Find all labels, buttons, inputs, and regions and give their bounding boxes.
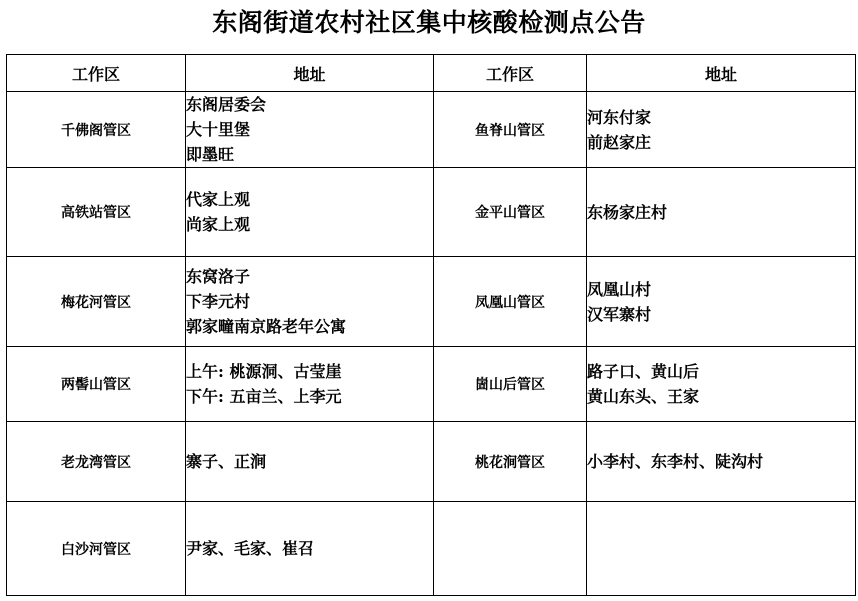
work-area-cell: 鱼脊山管区 xyxy=(434,92,587,168)
testing-site-table xyxy=(6,54,856,596)
work-area-cell: 金平山管区 xyxy=(434,168,587,257)
table-row xyxy=(7,422,856,502)
address-line: 大十里堡 xyxy=(186,120,251,139)
page-title: 东阁街道农村社区集中核酸检测点公告 xyxy=(212,8,646,37)
address-line: 尚家上观 xyxy=(186,215,251,234)
table-row xyxy=(7,257,856,347)
address-line: 路子口、黄山后 xyxy=(587,362,700,381)
address-cell xyxy=(186,168,434,257)
address-cell xyxy=(186,347,434,422)
work-area-cell: 梅花河管区 xyxy=(7,257,186,347)
work-area-cell: 桃花涧管区 xyxy=(434,422,587,502)
work-area-cell: 两髻山管区 xyxy=(7,347,186,422)
header-work-area: 工作区 xyxy=(434,55,587,92)
work-area-cell: 千佛阁管区 xyxy=(7,92,186,168)
table-row xyxy=(7,347,856,422)
address-line: 前赵家庄 xyxy=(587,132,652,152)
address-cell xyxy=(587,168,856,257)
table-row xyxy=(7,168,856,257)
header-address: 地址 xyxy=(186,55,434,92)
address-line: 汉军寨村 xyxy=(587,304,652,324)
address-cell xyxy=(186,502,434,596)
work-area-cell: 老龙湾管区 xyxy=(7,422,186,502)
address-line: 代家上观 xyxy=(186,190,251,209)
address-line: 下午: 五亩兰、上李元 xyxy=(186,387,342,406)
table-header-row xyxy=(7,55,856,92)
work-area-cell: 凤凰山管区 xyxy=(434,257,587,347)
address-line: 郭家疃南京路老年公寓 xyxy=(186,317,347,336)
header-address: 地址 xyxy=(587,55,856,92)
address-cell xyxy=(587,422,856,502)
address-cell xyxy=(186,422,434,502)
address-cell xyxy=(587,92,856,168)
address-line: 河东付家 xyxy=(587,107,652,127)
address-cell xyxy=(587,347,856,422)
address-line: 东杨家庄村 xyxy=(587,202,668,222)
address-line: 下李元村 xyxy=(186,292,251,311)
address-line: 小李村、东李村、陡沟村 xyxy=(587,452,764,471)
address-line: 即墨旺 xyxy=(186,145,235,164)
address-cell xyxy=(186,257,434,347)
empty-cell xyxy=(434,502,587,596)
work-area-cell: 白沙河管区 xyxy=(7,502,186,596)
address-line: 凤凰山村 xyxy=(587,279,652,299)
address-line: 尹家、毛家、崔召 xyxy=(186,539,315,558)
address-cell xyxy=(186,92,434,168)
table-row xyxy=(7,92,856,168)
address-line: 寨子、正涧 xyxy=(186,452,267,471)
work-area-cell: 高铁站管区 xyxy=(7,168,186,257)
address-cell xyxy=(587,257,856,347)
address-line: 东阁居委会 xyxy=(186,95,267,114)
address-line: 东窝洛子 xyxy=(186,267,251,286)
empty-cell xyxy=(587,502,856,596)
address-line: 黄山东头、王家 xyxy=(587,387,700,406)
header-work-area: 工作区 xyxy=(7,55,186,92)
address-line: 上午: 桃源洞、古莹崖 xyxy=(186,362,342,381)
table-row xyxy=(7,502,856,596)
work-area-cell: 崮山后管区 xyxy=(434,347,587,422)
